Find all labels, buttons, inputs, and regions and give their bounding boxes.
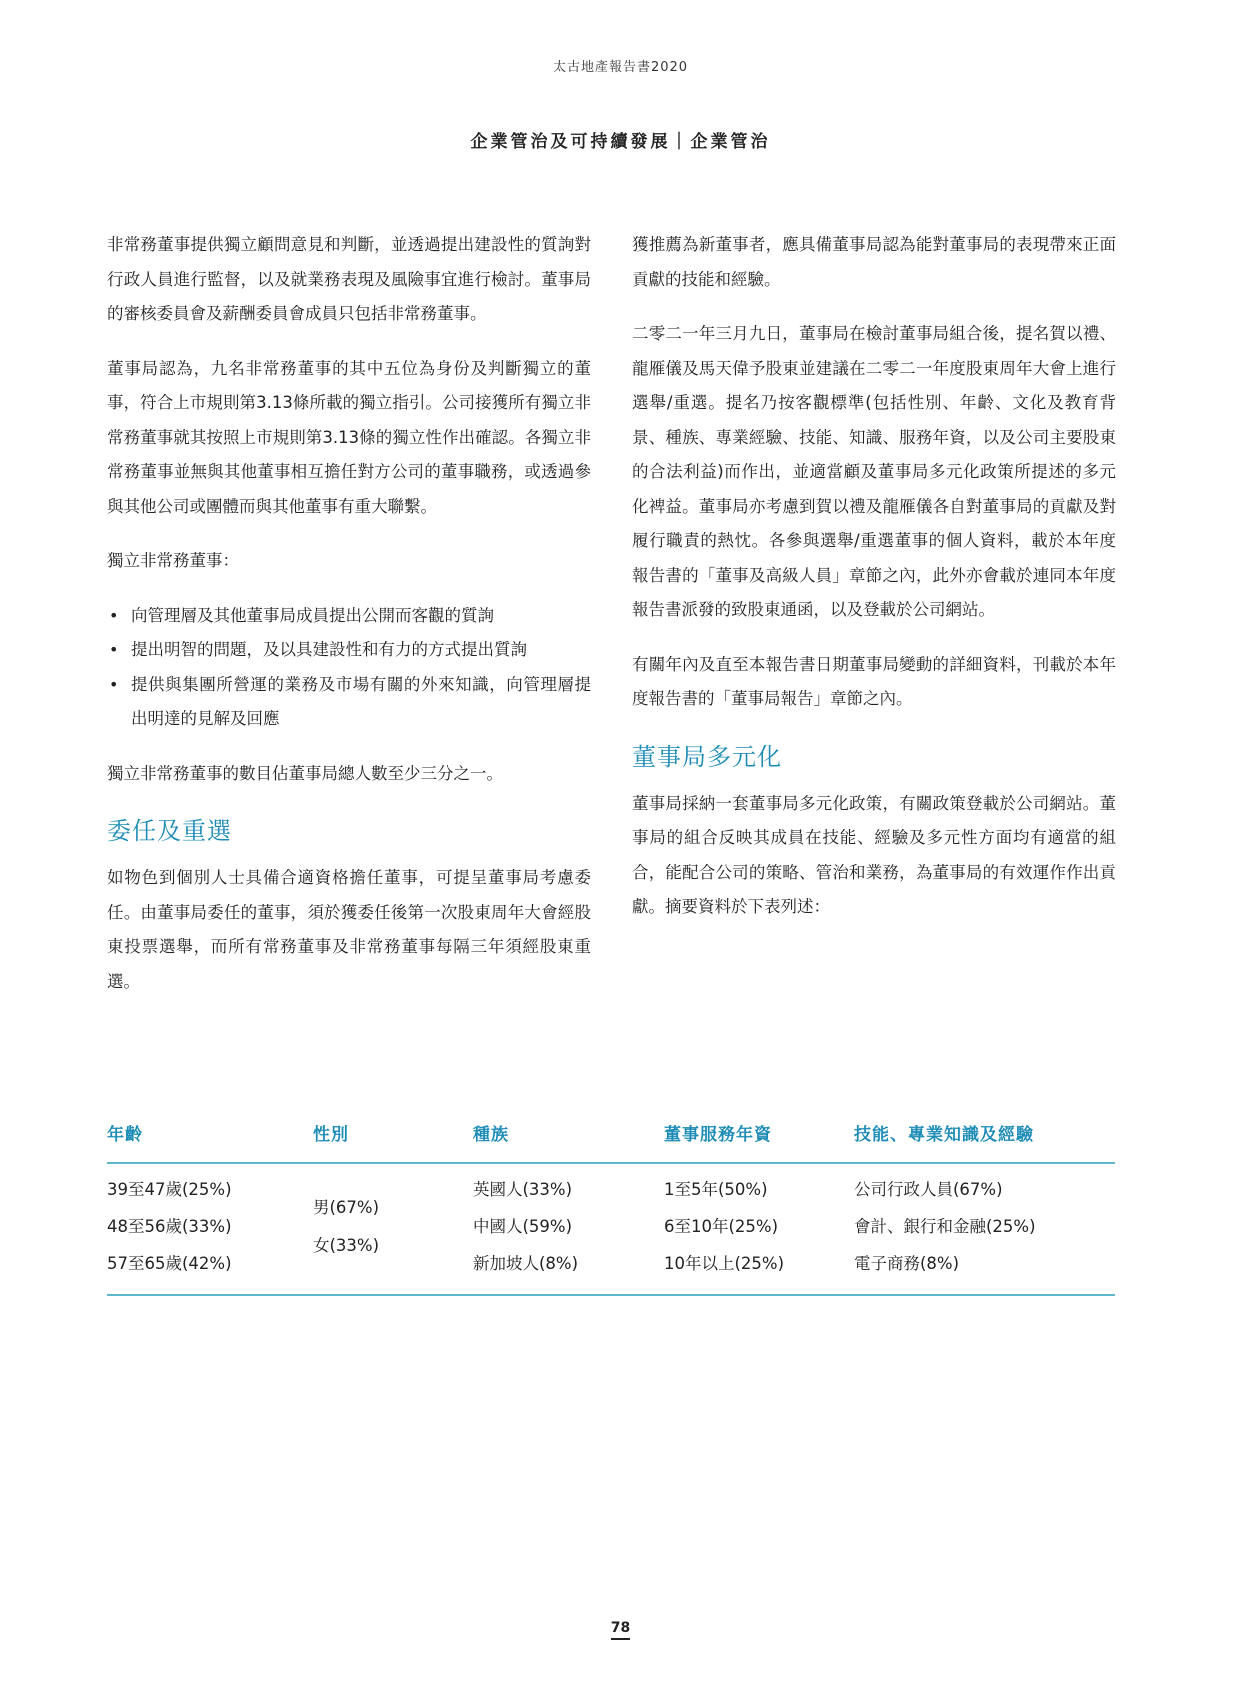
bullet-icon: •	[109, 640, 119, 659]
right-column	[632, 228, 1116, 945]
table-cell: 10年以上(25%)	[664, 1254, 785, 1273]
table-body	[107, 1164, 1115, 1296]
left-column	[107, 228, 591, 1019]
paragraph: 董事局採納一套董事局多元化政策，有關政策登載於公司網站。董事局的組合反映其成員在技能、經驗及多元性方面均有適當的組合，能配合公司的策略、管治和業務，為董事局的有效運作作出貢獻。摘要資料於下表列述：	[632, 793, 1116, 916]
table-cell: 公司行政人員(67%)	[854, 1180, 1003, 1199]
paragraph: 董事局認為，九名非常務董事的其中五位為身份及判斷獨立的董事，符合上市規則第3.13條所載的獨立指引。公司接獲所有獨立非常務董事就其按照上市規則第3.13條的獨立性作出確認。各獨立非常務董事並無與其他董事相互擔任對方公司的董事職務，或透過參與其他公司或團體而與其他董事有重大聯繫。	[107, 358, 591, 516]
table-cell: 女(33%)	[313, 1236, 380, 1255]
page-number	[0, 1620, 1241, 1636]
section-title: 企業管治及可持續發展｜企業管治	[470, 132, 771, 152]
paragraph: 獨立非常務董事的數目佔董事局總人數至少三分之一。	[107, 763, 503, 783]
paragraph: 獨立非常務董事：	[107, 551, 239, 570]
list-item-text: 向管理層及其他董事局成員提出公開而客觀的質詢	[131, 605, 494, 625]
table-cell: 57至65歲(42%)	[107, 1254, 232, 1273]
table-cell: 男(67%)	[313, 1198, 380, 1217]
header-skills: 技能、專業知識及經驗	[854, 1125, 1034, 1145]
table-cell: 電子商務(8%)	[854, 1254, 960, 1273]
bullet-icon: •	[109, 674, 119, 694]
list-item	[107, 668, 591, 737]
table-cell: 6至10年(25%)	[664, 1217, 779, 1236]
table-cell: 1至5年(50%)	[664, 1180, 768, 1199]
bullet-list	[107, 599, 591, 737]
page-number-text: 78	[611, 1620, 630, 1640]
paragraph: 非常務董事提供獨立顧問意見和判斷，並透過提出建設性的質詢對行政人員進行監督，以及就業務表現及風險事宜進行檢討。董事局的審核委員會及薪酬委員會成員只包括非常務董事。	[107, 235, 591, 323]
header-ethnicity: 種族	[473, 1125, 509, 1145]
table-cell: 48至56歲(33%)	[107, 1217, 232, 1236]
heading-board-diversity: 董事局多元化	[632, 742, 782, 771]
table-cell: 中國人(59%)	[473, 1217, 573, 1236]
header-age: 年齡	[107, 1125, 143, 1145]
table-header	[107, 1116, 1115, 1164]
paragraph: 有關年內及直至本報告書日期董事局變動的詳細資料，刊載於本年度報告書的「董事局報告」章節之內。	[632, 654, 1116, 708]
paragraph: 獲推薦為新董事者，應具備董事局認為能對董事局的表現帶來正面貢獻的技能和經驗。	[632, 235, 1116, 289]
table-cell: 會計、銀行和金融(25%)	[854, 1217, 1036, 1236]
list-item-text: 提供與集團所營運的業務及市場有關的外來知識，向管理層提出明達的見解及回應	[131, 674, 591, 728]
heading-appointment: 委任及重選	[107, 817, 232, 845]
header-gender: 性別	[313, 1125, 349, 1145]
list-item	[107, 599, 591, 634]
paragraph: 二零二一年三月九日，董事局在檢討董事局組合後，提名賀以禮、龍雁儀及馬天偉予股東並建議在二零二一年度股東周年大會上進行選舉/重選。提名乃按客觀標準(包括性別、年齡、文化及教育背景、種族、專業經驗、技能、知識、服務年資，以及公司主要股東的合法利益)而作出，並適當顧及董事局多元化政策所提述的多元化裨益。董事局亦考慮到賀以禮及龍雁儀各自對董事局的貢獻及對履行職責的熱忱。各參與選舉/重選董事的個人資料，載於本年度報告書的「董事及高級人員」章節之內，此外亦會載於連同本年度報告書派發的致股東通函，以及登載於公司網站。	[632, 324, 1116, 619]
report-title: 太古地產報告書2020	[552, 60, 689, 75]
table-cell: 新加坡人(8%)	[473, 1254, 579, 1273]
header-tenure: 董事服務年資	[664, 1125, 772, 1145]
bullet-icon: •	[109, 605, 119, 625]
list-item-text: 提出明智的問題，及以具建設性和有力的方式提出質詢	[131, 640, 527, 659]
diversity-table	[107, 1116, 1115, 1296]
list-item	[107, 633, 591, 668]
paragraph: 如物色到個別人士具備合適資格擔任董事，可提呈董事局考慮委任。由董事局委任的董事，須於獲委任後第一次股東周年大會經股東投票選舉，而所有常務董事及非常務董事每隔三年須經股東重選。	[107, 868, 591, 991]
table-cell: 英國人(33%)	[473, 1180, 573, 1199]
table-cell: 39至47歲(25%)	[107, 1180, 232, 1199]
